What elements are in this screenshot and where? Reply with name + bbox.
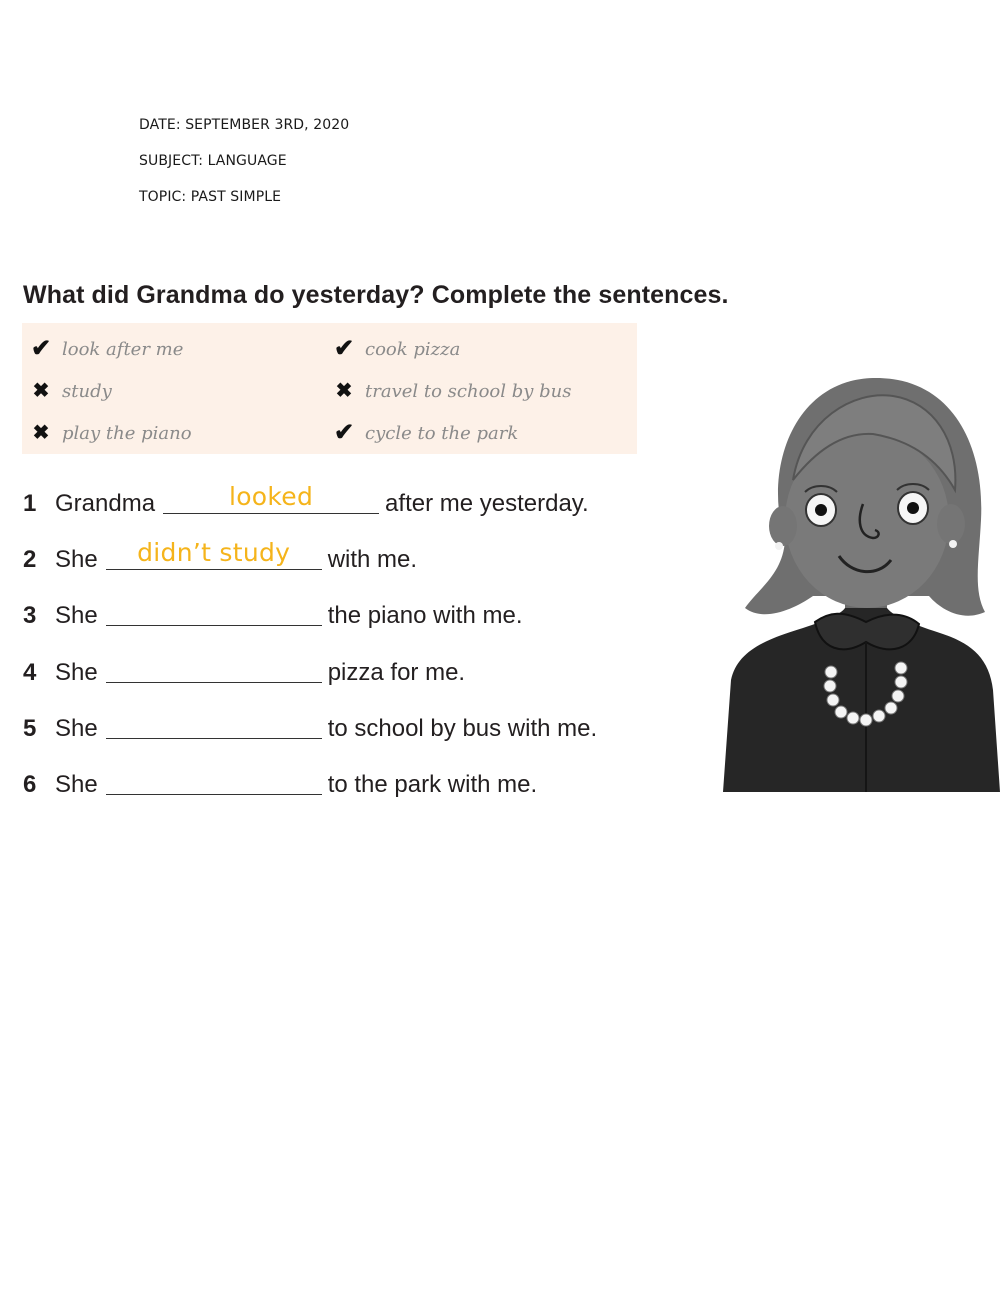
legend-label: study xyxy=(62,380,112,402)
answer-blank[interactable] xyxy=(106,760,322,795)
answer-blank[interactable] xyxy=(106,704,322,739)
sentence-rest: to school by bus with me. xyxy=(327,715,598,742)
answer-text: didn’t study xyxy=(137,538,291,567)
cross-icon: ✖ xyxy=(32,380,50,402)
legend-label: look after me xyxy=(62,338,184,360)
legend-item xyxy=(30,377,112,405)
subject-line: SUBJECT: LANGUAGE xyxy=(139,153,287,169)
sentence-row xyxy=(23,759,537,799)
cross-icon: ✖ xyxy=(335,380,353,402)
sentence-rest: after me yesterday. xyxy=(385,490,589,517)
check-icon: ✔ xyxy=(30,335,52,362)
sentence-number: 6 xyxy=(23,771,37,798)
sentence-subject: Grandma xyxy=(55,490,156,517)
sentence-row xyxy=(23,534,417,574)
legend-label: cycle to the park xyxy=(365,422,519,444)
sentence-row xyxy=(23,590,522,630)
sentence-subject: She xyxy=(55,602,98,629)
activity-legend xyxy=(22,323,637,454)
grandma-illustration xyxy=(723,360,1000,792)
legend-label: travel to school by bus xyxy=(365,380,572,402)
answer-blank[interactable] xyxy=(106,535,322,570)
answer-blank[interactable] xyxy=(163,479,379,514)
sentence-row xyxy=(23,703,597,743)
sentence-number: 2 xyxy=(23,546,37,573)
sentence-subject: She xyxy=(55,546,98,573)
legend-item xyxy=(30,419,192,447)
sentence-number: 3 xyxy=(23,602,37,629)
sentence-row xyxy=(23,647,465,687)
legend-item xyxy=(333,377,572,405)
date-line: DATE: SEPTEMBER 3RD, 2020 xyxy=(139,117,350,133)
answer-text: looked xyxy=(228,482,314,511)
answer-blank[interactable] xyxy=(106,648,322,683)
sentence-number: 4 xyxy=(23,659,37,686)
legend-item xyxy=(333,335,460,363)
sentence-number: 1 xyxy=(23,490,37,517)
check-icon: ✔ xyxy=(333,335,355,362)
sentence-number: 5 xyxy=(23,715,37,742)
answer-blank[interactable] xyxy=(106,591,322,626)
check-icon: ✔ xyxy=(333,419,355,446)
sentence-rest: the piano with me. xyxy=(327,602,523,629)
legend-item xyxy=(333,419,518,447)
sentence-subject: She xyxy=(55,771,98,798)
sentence-subject: She xyxy=(55,715,98,742)
sentence-rest: to the park with me. xyxy=(327,771,538,798)
sentence-subject: She xyxy=(55,659,98,686)
legend-label: cook pizza xyxy=(365,338,461,360)
legend-item xyxy=(30,335,183,363)
topic-line: TOPIC: PAST SIMPLE xyxy=(139,189,282,205)
sentence-rest: with me. xyxy=(327,546,418,573)
exercise-title: What did Grandma do yesterday? Complete the sentences. xyxy=(23,281,729,309)
sentence-rest: pizza for me. xyxy=(327,659,466,686)
sentence-row xyxy=(23,478,589,518)
legend-label: play the piano xyxy=(62,422,192,444)
cross-icon: ✖ xyxy=(32,422,50,444)
